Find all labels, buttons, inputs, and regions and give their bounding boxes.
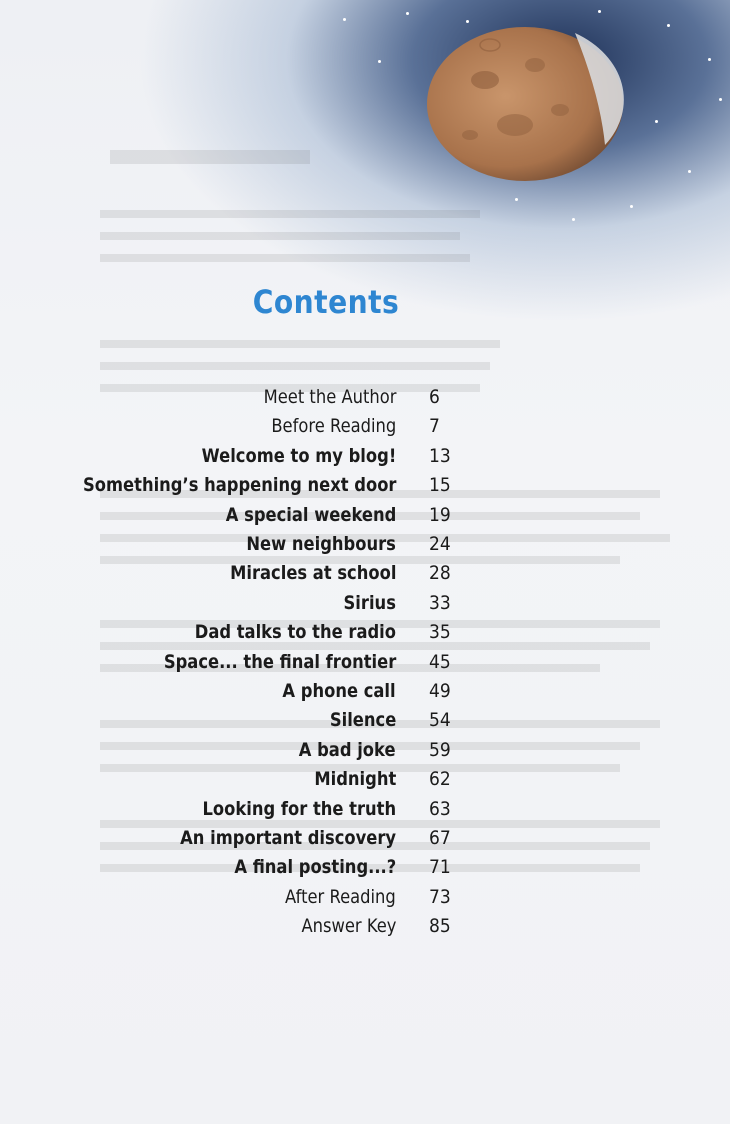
toc-entry-title: A bad joke: [299, 738, 396, 761]
toc-entry-page-number: 35: [429, 621, 451, 644]
star: [719, 98, 722, 101]
toc-entry-page-number: 63: [429, 797, 451, 820]
toc-entry-page-number: 67: [429, 827, 451, 849]
page-title: Contents: [252, 283, 400, 321]
toc-entry-title: Sirius: [343, 591, 396, 614]
toc-entry-page-number: 45: [429, 650, 451, 673]
toc-entry-title: Looking for the truth: [202, 797, 396, 820]
toc-entry[interactable]: [0, 445, 730, 474]
toc-entry-page-number: 62: [429, 768, 451, 791]
toc-entry-title: Welcome to my blog!: [201, 444, 396, 467]
toc-entry[interactable]: [0, 533, 730, 562]
toc-entry[interactable]: [0, 621, 730, 650]
toc-entry-page-number: 24: [429, 533, 451, 555]
toc-entry-page-number: 13: [429, 444, 451, 467]
toc-entry[interactable]: [0, 856, 730, 885]
toc-entry-page-number: 49: [429, 680, 451, 702]
star: [667, 24, 670, 27]
star: [655, 120, 658, 123]
toc-entry[interactable]: [0, 709, 730, 738]
star: [343, 18, 346, 21]
toc-entry-title: Miracles at school: [229, 562, 396, 585]
toc-entry-page-number: 28: [429, 562, 451, 585]
toc-entry-title: A final posting...?: [234, 856, 396, 879]
toc-entry-page-number: 19: [429, 503, 451, 526]
toc-entry-page-number: 7: [429, 415, 440, 438]
toc-entry-title: Space... the final frontier: [163, 650, 396, 673]
toc-entry-title: Silence: [329, 709, 396, 732]
toc-entry-title: A special weekend: [225, 503, 396, 526]
toc-entry-title: Something’s happening next door: [82, 474, 396, 497]
toc-entry-title: Before Reading: [271, 415, 396, 438]
toc-entry[interactable]: [0, 915, 730, 944]
toc-entry-page-number: 15: [429, 474, 451, 497]
toc-entry-page-number: 59: [429, 738, 451, 761]
star: [708, 58, 711, 61]
toc-entry-title: Midnight: [314, 768, 396, 791]
toc-entry[interactable]: [0, 386, 730, 415]
toc-entry-title: New neighbours: [246, 533, 396, 555]
star: [598, 10, 601, 13]
toc-entry-title: A phone call: [282, 680, 396, 702]
toc-entry-title: Dad talks to the radio: [194, 621, 396, 644]
toc-entry[interactable]: [0, 798, 730, 827]
star: [466, 20, 469, 23]
toc-entry-title: An important discovery: [180, 827, 396, 849]
toc-entry-title: After Reading: [285, 885, 396, 908]
toc-entry-page-number: 71: [429, 856, 451, 879]
toc-entry[interactable]: [0, 504, 730, 533]
toc-entry-page-number: 85: [429, 915, 451, 938]
toc-entry-page-number: 6: [429, 386, 440, 408]
toc-entry[interactable]: [0, 474, 730, 503]
toc-entry[interactable]: [0, 651, 730, 680]
toc-entry-title: Answer Key: [300, 915, 396, 938]
toc-entry[interactable]: [0, 562, 730, 591]
star: [406, 12, 409, 15]
toc-entry[interactable]: [0, 827, 730, 856]
toc-entry-page-number: 54: [429, 709, 451, 732]
star: [378, 60, 381, 63]
toc-entry[interactable]: [0, 768, 730, 797]
toc-entry[interactable]: [0, 680, 730, 709]
toc-entry[interactable]: [0, 739, 730, 768]
toc-entry[interactable]: [0, 592, 730, 621]
toc-entry-page-number: 73: [429, 885, 451, 908]
toc-entry[interactable]: [0, 415, 730, 444]
toc-entry[interactable]: [0, 886, 730, 915]
toc-entry-page-number: 33: [429, 591, 451, 614]
toc-entry-title: Meet the Author: [263, 386, 396, 408]
